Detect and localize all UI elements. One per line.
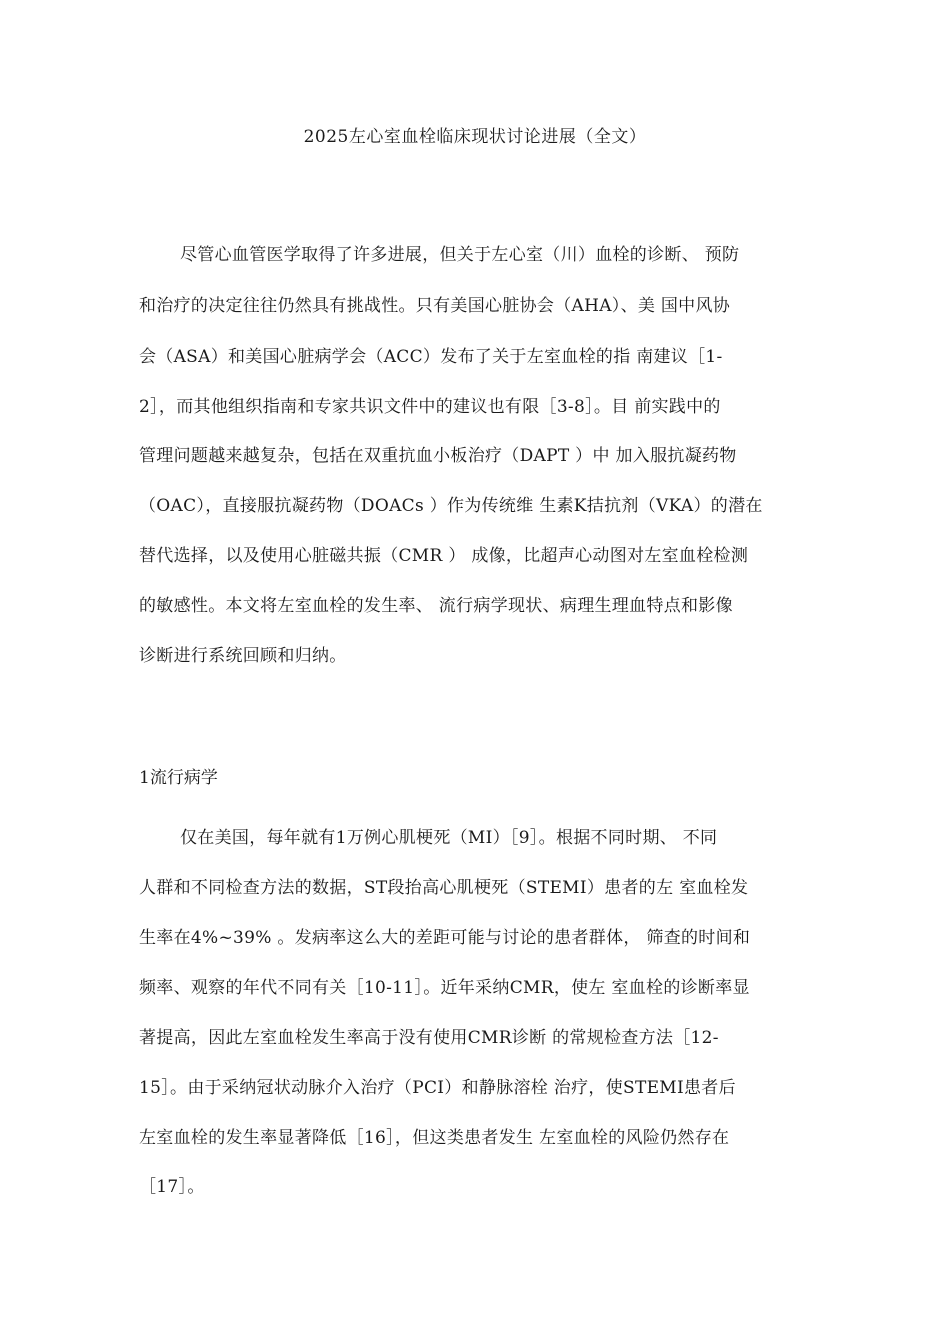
intro-line: 尽管心血管医学取得了许多进展，但关于左心室（川）血栓的诊断、 预防 — [180, 245, 740, 265]
intro-line: 的敏感性。本文将左室血栓的发生率、 流行病学现状、病理生理血特点和影像 — [139, 596, 733, 616]
section-line: 左室血栓的发生率显著降低［16］，但这类患者发生 左室血栓的风险仍然存在 — [139, 1128, 730, 1148]
section-line: 生率在4%~39% 。发病率这么大的差距可能与讨论的患者群体， 筛查的时间和 — [139, 928, 751, 948]
intro-line: （OAC），直接服抗凝药物（DOACs ）作为传统维 生素K拮抗剂（VKA）的潜在 — [139, 496, 763, 516]
intro-line: 诊断进行系统回顾和归纳。 — [139, 646, 347, 666]
section-heading: 1流行病学 — [139, 768, 218, 788]
intro-line: 2］，而其他组织指南和专家共识文件中的建议也有限［3-8］。目 前实践中的 — [139, 397, 721, 417]
intro-line: 替代选择，以及使用心脏磁共振（CMR ） 成像，比超声心动图对左室血栓检测 — [139, 546, 749, 566]
section-line: ［17］。 — [139, 1177, 205, 1197]
intro-line: 和治疗的决定往往仍然具有挑战性。只有美国心脏协会（AHA）、美 国中风协 — [139, 296, 731, 316]
section-line: 著提高，因此左室血栓发生率高于没有使用CMR诊断 的常规检查方法［12- — [139, 1028, 719, 1048]
section-line: 15］。由于采纳冠状动脉介入治疗（PCI）和静脉溶栓 治疗，使STEMI患者后 — [139, 1078, 736, 1098]
document-title: 2025左心室血栓临床现状讨论进展（全文） — [303, 127, 647, 147]
section-line: 人群和不同检查方法的数据，ST段抬高心肌梗死（STEMI）患者的左 室血栓发 — [139, 878, 749, 898]
intro-line: 会（ASA）和美国心脏病学会（ACC）发布了关于左室血栓的指 南建议［1- — [139, 347, 723, 367]
intro-line: 管理问题越来越复杂，包括在双重抗血小板治疗（DAPT ）中 加入服抗凝药物 — [139, 446, 737, 466]
section-line: 仅在美国，每年就有1万例心肌梗死（MI）［9］。根据不同时期、 不同 — [180, 828, 718, 848]
section-line: 频率、观察的年代不同有关［10-11］。近年采纳CMR，使左 室血栓的诊断率显 — [139, 978, 750, 998]
